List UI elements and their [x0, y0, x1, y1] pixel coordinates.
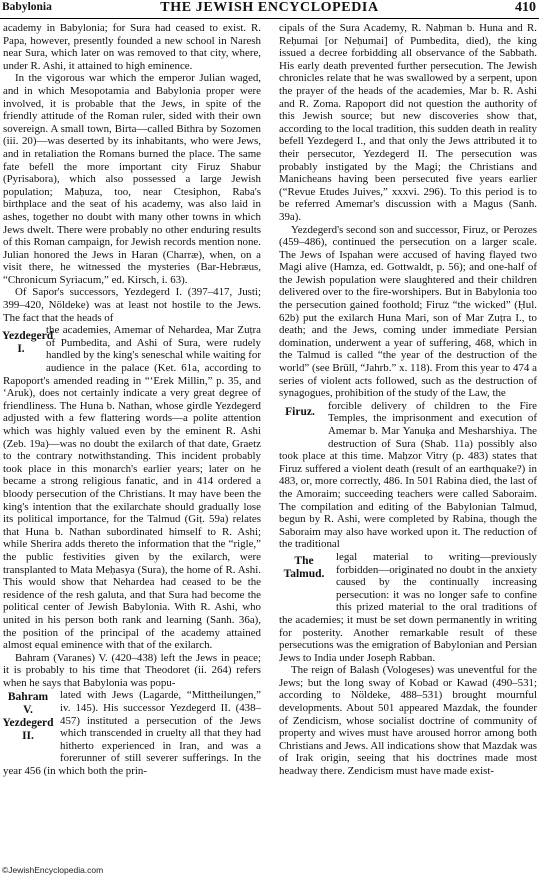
paragraph: legal material to writing—previously forbidden—originated no doubt in the anxiety caused by the continually increasing persecution: it was no longer safe to confine this prized material to the oral traditions of the academies; it must be set down permanently in writing for posterity. Another remarkable result of these persecutions was the emigration of Babylonian and Persian Jews to India under Joseph Rabban. [279, 550, 537, 664]
paragraph: The reign of Balash (Vologeses) was uneventful for the Jews; but the long sway of Kobad or Kawad (490–531; according to Nöldeke, 488–531) brought mournful developments. About 501 appeared Mazdak, the founder of Zendicism, whose socialist doctrine of community of property and wives must have aroused horror among both Christians and Jews. All indications show that Mazdak was of Irak origin, seeing that his doctrines made most headway there. Zendicism must have made exist- [279, 664, 538, 778]
paragraph: In the vigorous war which the emperor Julian waged, and in which Mesopotamia and Babylonia proper were involved, it is probable that the Jews, in spite of the friendly attitude of the Roman ruler, sided with their own sovereign. A small town, Birta—called Bithra by Sozomen (iii. 20)—was deserted by its inhabitants, who were Jews, and in retaliation the Romans burned the place. The same fate befell the more important city Firuz Shabur (Pyrisabora), which also possessed a large Jewish population; Maḥuza, too, near Ctesiphon, Raba's birthplace and the seat of his academy, was also laid in ashes, together no doubt with many other towns in which Jews dwelt. There were probably no other enduring results of this Roman campaign, for Jewish records mention none. Julian honored the Jews in Haran (Charræ), when, on a visit there, he witnessed the mysteries (Bar-Hebræus, “Chronicum Syriacum,” ed. Kirsch, i. 63). [3, 72, 261, 286]
copyright-credit: ©JewishEncyclopedia.com [2, 865, 104, 875]
paragraph: lated with Jews (Lagarde, “Mittheilungen,” iv. 145). His successor Yezdegerd II. (438–457) instituted a persecution of the Jews which transcended in cruelty all that they had hitherto experienced in Iran, and was a forerunner of still severer sufferings. In the year 456 (in which both the prin- [3, 689, 261, 778]
paragraph-text: Of Sapor's successors, Yezdegerd I. (397–417, Justi; 399–420, Nöldeke) was at least not hostile to the Jews. The fact that the heads of [3, 286, 261, 324]
publication-title: THE JEWISH ENCYCLOPEDIA [160, 0, 379, 15]
left-column [3, 22, 261, 778]
paragraph: the academies, Amemar of Nehardea, Mar Zuṭra of Pumbedita, and Ashi of Sura, were rudely handled by the king's seneschal while waiting for audience in the palace (Ket. 61a, according to Rapoport's amended reading in “‘Erek Millin,” p. 35, and ‘Aruk), does not certainly indicate a very great degree of friendliness. The Huna b. Nathan, whose girdle Yezdegerd adjusted with a few flattering words—a polite attention which was highly valued even by the eminent R. Ashi (Zeb. 19a)—was no doubt the exilarch of that date, Graetz to the contrary notwithstanding. This incident probably took place in this monarch's earlier years; later on he became a strong religious fanatic, and in 414 ordered a bloody persecution of the Christians. It may have been the king's intention that the exilarchate should gradually lose its political importance, for the Talmud (Giṭ. 59a) relates that Huna b. Nathan subordinated himself to R. Ashi; while Sherira adds thereto the information that the “rigle,” the public festivities given by the exilarch, were transplanted to Mata Meḥasya (Sura), the home of R. Ashi. This would show that Nehardea had ceased to be the residence of the resh galuta, and that Sura had become the political center of Jewish Babylonia. With R. Ashi, who united in his person both rank and learning (Sanh. 36a), the position of the principal of the academy attained almost equal eminence with that of the exilarch. [3, 324, 261, 652]
paragraph: forcible delivery of children to the Fire Temples, the imprisonment and execution of Amemar b. Mar Yanuḳa and Mesharshiya. The destruction of Sura (Shab. 11a) possibly also took place at this time. Maḥzor Vitry (p. 483) states that Firuz suffered a violent death (result of an earthquake?) in 483, or, more correctly, 486. In 501 Rabina died, the last of the Amoraim; succeeding teachers were called Saboraim. The compilation and editing of the Babylonian Talmud, begun by R. Ashi, were completed by Rabina, though the Saboraim may also have worked upon it. The reduction of the traditional [279, 399, 537, 551]
sidenote-firuz: Firuz. [285, 405, 315, 418]
page-number: 410 [515, 0, 536, 15]
paragraph [3, 286, 261, 324]
paragraph: Bahram (Varanes) V. (420–438) left the Jews in peace; it is probably to his time that Theodoret (ii. 264) refers when he says that Babylonia was popu- [3, 651, 261, 689]
paragraph: academy in Babylonia; for Sura had ceased to exist. R. Papa, however, presently founded a new school in Naresh near Sura, which later on was removed to that city, where, under R. Ashi, it attained to high eminence. [3, 22, 261, 72]
sidenote-bahram: Bahram V. Yezdegerd II. [2, 691, 54, 743]
sidenote-yezdegerd: Yezdegerd I. [2, 330, 54, 356]
right-column [279, 22, 537, 778]
page-header [0, 0, 539, 18]
paragraph: Yezdegerd's second son and successor, Firuz, or Perozes (459–486), continued the persecution on a larger scale. The Jews of Ispahan were accused of having flayed two Magi alive (Hamza, ed. Gottwaldt, p. 56); and one-half of the Jewish population were slaughtered and their children delivered over to the fire-worshipers. But in Babylonia too the persecution gained foothold; Firuz “the wicked” (Ḥul. 62b) put the exilarch Huna Mari, son of Mar Zuṭra I., to death; and the Jews, coming under immediate Persian domination, underwent a year of suffering, 468, which in the Talmud is called “the year of the destruction of the world” (see Brüll, “Jahrb.” x. 118). From this year to 474 a series of violent acts followed, such as the destruction of synagogues, prohibition of the study of the Law, the [279, 223, 537, 400]
running-head-left: Babylonia [2, 1, 52, 13]
header-rule [0, 18, 539, 19]
sidenote-talmud: The Talmud. [283, 554, 325, 580]
paragraph: cipals of the Sura Academy, R. Naḥman b. Huna and R. Reḥumai [or Neḥumai] of Pumbedita, died), the king issued a decree forbidding all observance of the Sabbath. His early death prevented further persecution. The Jewish chronicles relate that he was swallowed by a serpent, upon the prayer of the heads of the academies, Mar b. R. Ashi and R. Zoma. Rapoport did not question the authority of this Jewish source; but new discoveries show that, according to the local tradition, this sudden death in reality befell Yezdegerd I., and that only the Jews attributed it to their persecutor, Yezdegerd II. The persecution was probably instigated by the Magi; the Christians and Manicheans having been persecuted five years earlier (“Revue Etudes Juives,” xxxvi. 296). To this period is to be referred Amemar's discussion with a Magus (Sanh. 39a). [279, 22, 537, 223]
